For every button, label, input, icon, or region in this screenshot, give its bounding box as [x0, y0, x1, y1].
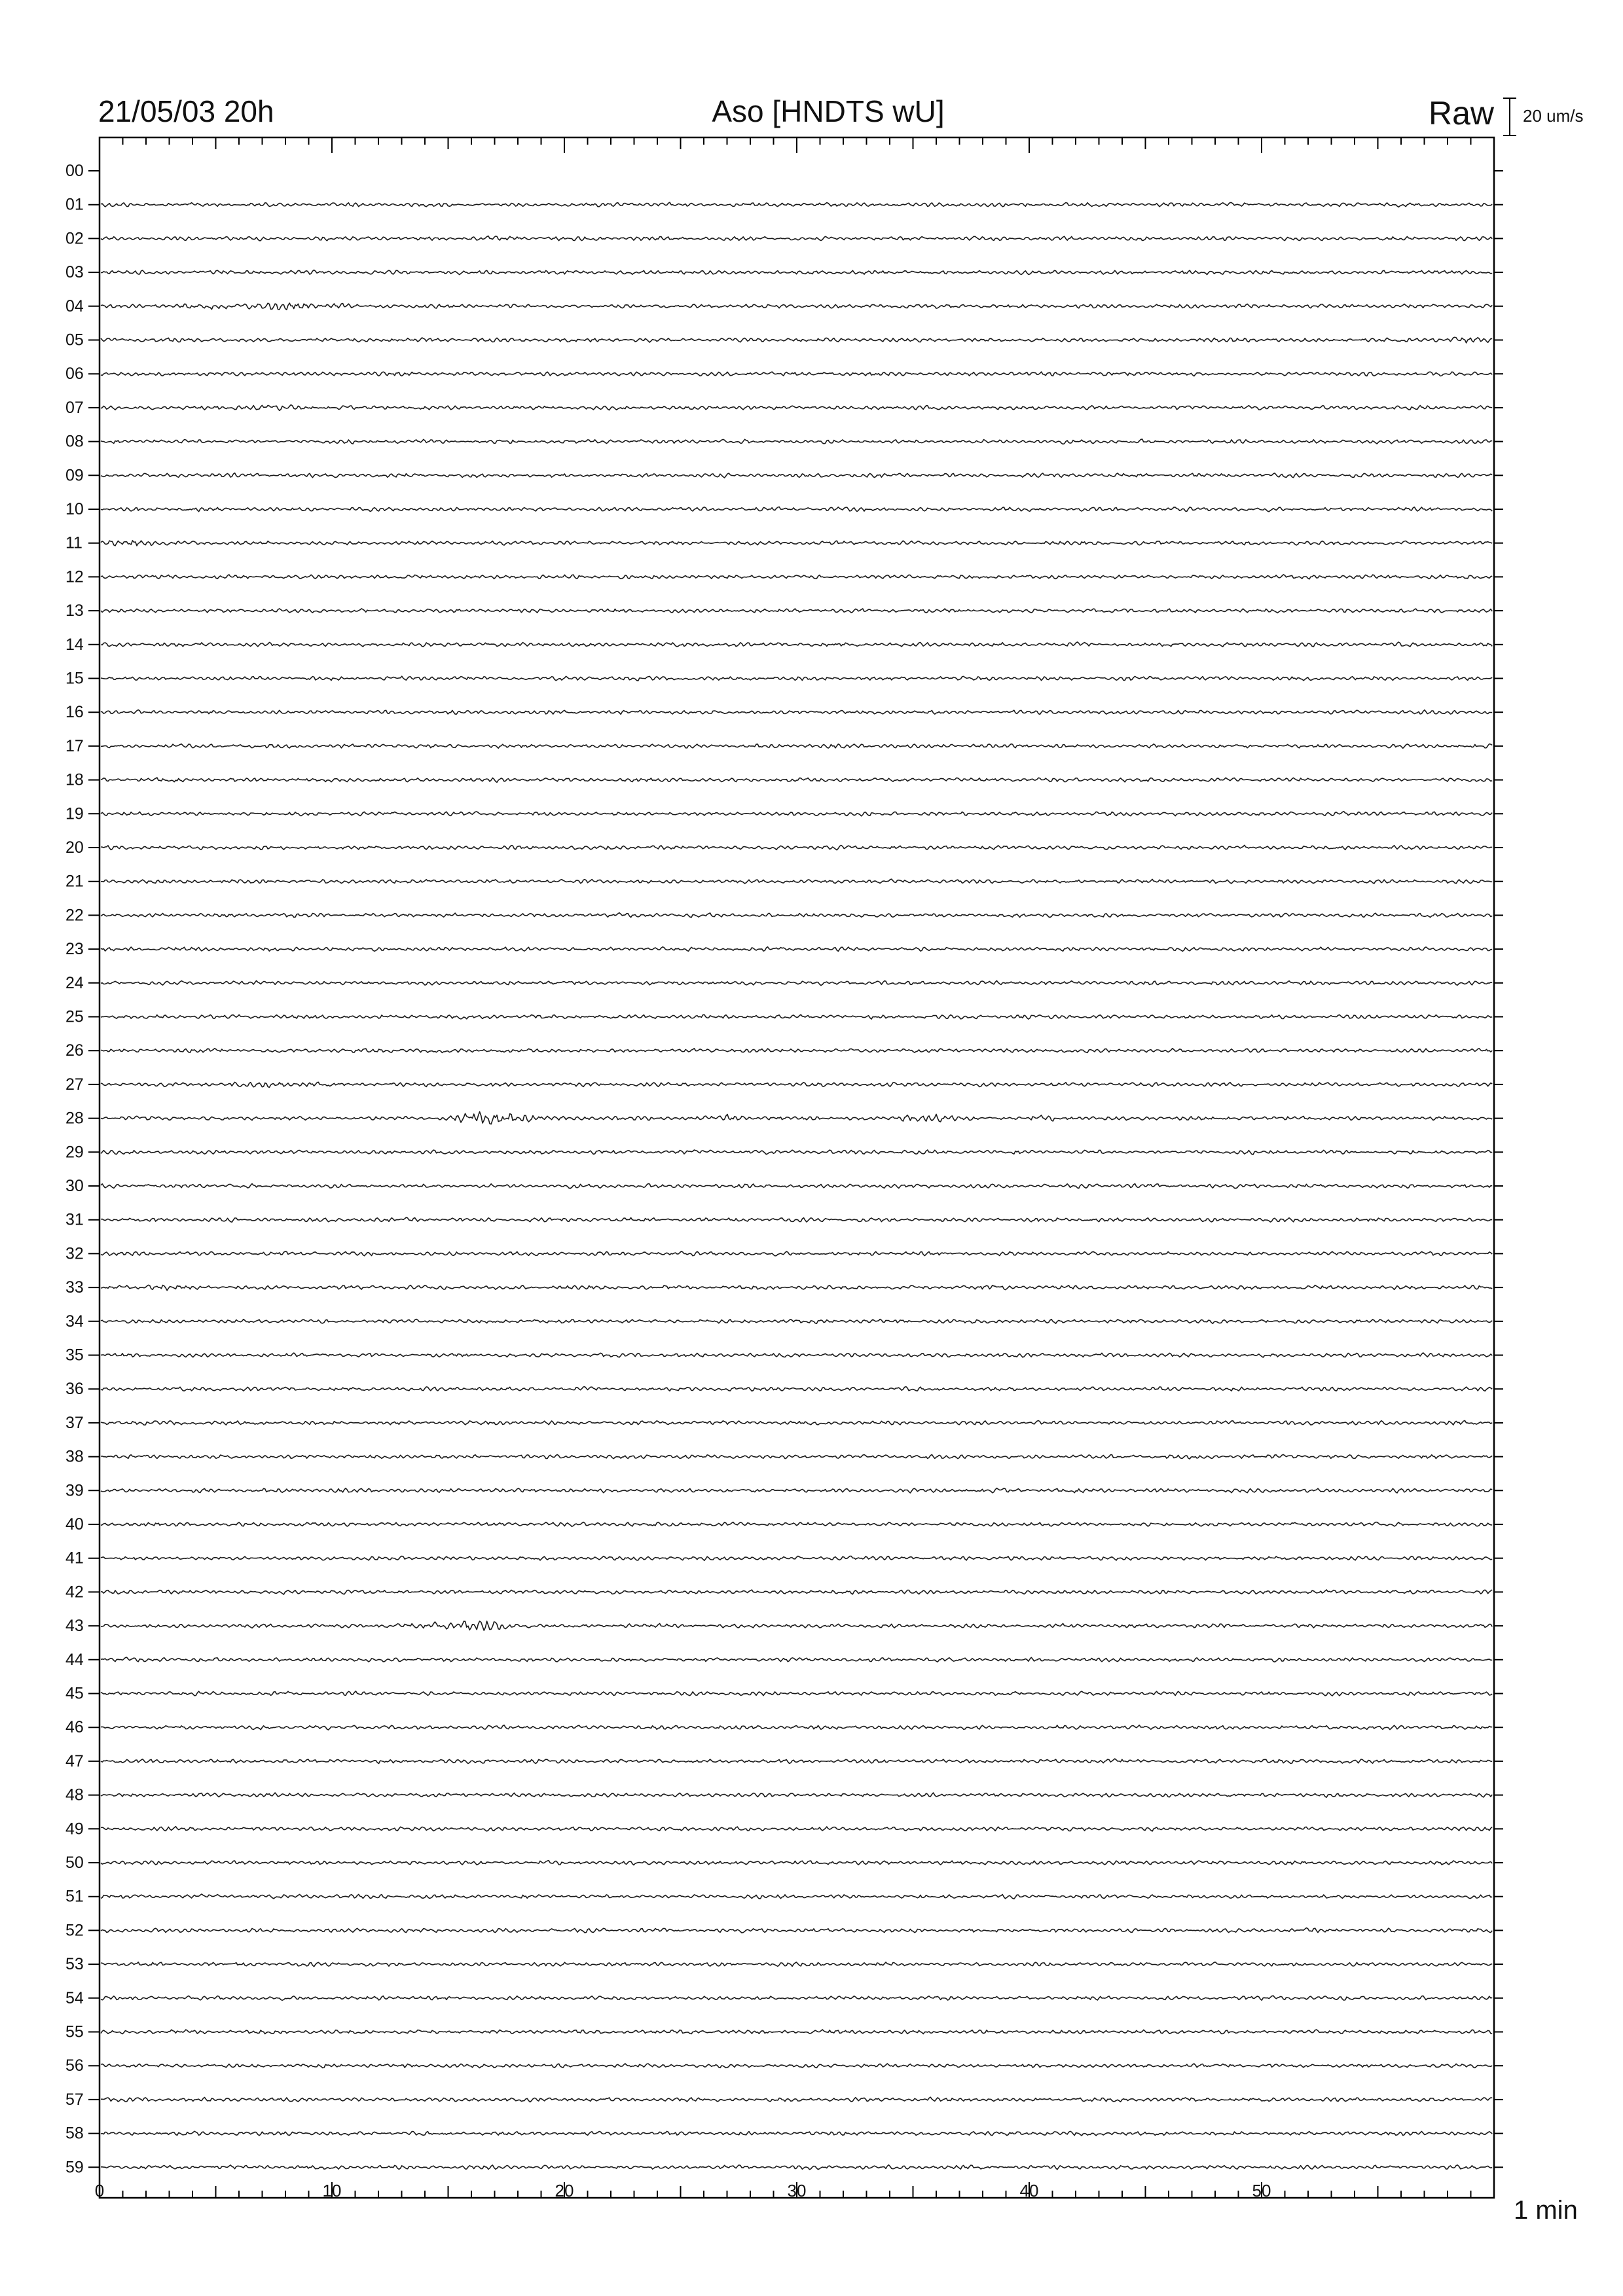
trace-line-39 — [101, 1488, 1492, 1493]
trace-line-08 — [101, 439, 1492, 444]
row-label-44: 44 — [65, 1650, 84, 1669]
trace-line-10 — [101, 507, 1492, 511]
row-label-06: 06 — [65, 365, 84, 384]
trace-line-11 — [101, 541, 1492, 546]
trace-line-09 — [101, 473, 1492, 478]
trace-line-44 — [101, 1657, 1492, 1662]
trace-line-32 — [101, 1251, 1492, 1256]
trace-line-41 — [101, 1556, 1492, 1561]
row-label-45: 45 — [65, 1684, 84, 1703]
row-label-18: 18 — [65, 770, 84, 789]
row-label-09: 09 — [65, 466, 84, 485]
x-tick-label-10: 10 — [322, 2181, 342, 2200]
trace-line-14 — [101, 642, 1492, 647]
row-label-19: 19 — [65, 804, 84, 823]
trace-line-23 — [101, 947, 1492, 952]
row-label-35: 35 — [65, 1346, 84, 1365]
trace-line-16 — [101, 710, 1492, 715]
row-label-17: 17 — [65, 736, 84, 755]
trace-line-46 — [101, 1725, 1492, 1730]
trace-line-31 — [101, 1217, 1492, 1222]
header-mode: Raw — [1428, 95, 1494, 132]
plot-frame — [100, 137, 1494, 2198]
trace-line-57 — [101, 2097, 1492, 2102]
row-label-49: 49 — [65, 1820, 84, 1839]
trace-line-35 — [101, 1353, 1492, 1357]
row-label-58: 58 — [65, 2124, 84, 2143]
trace-line-36 — [101, 1387, 1492, 1391]
x-tick-label-40: 40 — [1019, 2181, 1039, 2200]
row-label-38: 38 — [65, 1447, 84, 1466]
trace-line-38 — [101, 1454, 1492, 1459]
trace-line-06 — [101, 372, 1492, 376]
trace-line-22 — [101, 913, 1492, 918]
row-label-03: 03 — [65, 263, 84, 282]
amplitude-scale-bar — [1503, 98, 1516, 135]
row-label-46: 46 — [65, 1718, 84, 1737]
row-label-07: 07 — [65, 398, 84, 417]
row-label-32: 32 — [65, 1244, 84, 1263]
row-label-21: 21 — [65, 872, 84, 891]
trace-line-25 — [101, 1014, 1492, 1019]
row-label-41: 41 — [65, 1549, 84, 1568]
row-label-14: 14 — [65, 635, 84, 654]
trace-line-01 — [101, 202, 1492, 207]
trace-line-52 — [101, 1928, 1492, 1933]
x-tick-label-50: 50 — [1252, 2181, 1271, 2200]
trace-line-18 — [101, 778, 1492, 782]
trace-lines — [101, 202, 1492, 2170]
row-label-57: 57 — [65, 2090, 84, 2109]
trace-line-20 — [101, 845, 1492, 850]
row-label-11: 11 — [65, 533, 82, 552]
header-station: Aso [HNDTS wU] — [712, 94, 945, 128]
row-label-56: 56 — [65, 2056, 84, 2075]
trace-line-54 — [101, 1996, 1492, 2000]
trace-line-12 — [101, 575, 1492, 579]
x-tick-label-30: 30 — [787, 2181, 807, 2200]
trace-line-26 — [101, 1049, 1492, 1053]
trace-line-24 — [101, 980, 1492, 985]
row-label-24: 24 — [65, 973, 84, 992]
trace-line-42 — [101, 1590, 1492, 1594]
row-label-23: 23 — [65, 940, 84, 959]
row-label-30: 30 — [65, 1177, 84, 1195]
row-label-59: 59 — [65, 2158, 84, 2177]
right-row-ticks — [1494, 171, 1503, 2167]
row-label-01: 01 — [65, 195, 84, 214]
row-label-54: 54 — [65, 1988, 84, 2007]
row-label-40: 40 — [65, 1515, 84, 1534]
trace-line-43 — [101, 1621, 1492, 1630]
row-label-26: 26 — [65, 1041, 84, 1060]
x-tick-label-20: 20 — [555, 2181, 574, 2200]
trace-line-56 — [101, 2064, 1492, 2068]
header-datetime: 21/05/03 20h — [98, 94, 274, 128]
trace-line-53 — [101, 1962, 1492, 1967]
x-tick-label-0: 0 — [94, 2181, 105, 2200]
trace-line-48 — [101, 1793, 1492, 1797]
row-label-39: 39 — [65, 1481, 84, 1500]
row-label-16: 16 — [65, 703, 84, 722]
row-label-36: 36 — [65, 1380, 84, 1399]
row-label-55: 55 — [65, 2022, 84, 2041]
trace-line-59 — [101, 2165, 1492, 2170]
trace-line-30 — [101, 1184, 1492, 1189]
trace-line-02 — [101, 236, 1492, 241]
row-label-25: 25 — [65, 1007, 84, 1026]
row-label-37: 37 — [65, 1413, 84, 1432]
row-labels — [65, 162, 100, 2176]
row-label-31: 31 — [65, 1210, 84, 1229]
trace-line-27 — [101, 1082, 1492, 1087]
row-label-53: 53 — [65, 1955, 84, 1974]
row-label-28: 28 — [65, 1109, 84, 1128]
trace-line-28 — [101, 1112, 1492, 1124]
row-label-05: 05 — [65, 331, 84, 350]
row-label-47: 47 — [65, 1751, 84, 1770]
row-label-27: 27 — [65, 1075, 84, 1094]
trace-line-29 — [101, 1150, 1492, 1155]
row-label-22: 22 — [65, 906, 84, 925]
trace-line-17 — [101, 744, 1492, 749]
trace-line-21 — [101, 879, 1492, 884]
trace-line-40 — [101, 1522, 1492, 1527]
trace-line-19 — [101, 812, 1492, 816]
trace-line-50 — [101, 1861, 1492, 1865]
row-label-10: 10 — [65, 500, 84, 518]
row-label-20: 20 — [65, 838, 84, 857]
row-label-43: 43 — [65, 1617, 84, 1636]
row-label-13: 13 — [65, 601, 84, 620]
row-label-29: 29 — [65, 1143, 84, 1162]
trace-line-05 — [101, 337, 1492, 343]
amplitude-scale-label: 20 um/s — [1523, 106, 1584, 126]
trace-line-03 — [101, 270, 1492, 275]
trace-line-51 — [101, 1894, 1492, 1899]
row-label-52: 52 — [65, 1921, 84, 1940]
trace-line-58 — [101, 2131, 1492, 2136]
row-label-50: 50 — [65, 1854, 84, 1872]
row-label-33: 33 — [65, 1278, 84, 1297]
top-minute-ticks — [100, 137, 1494, 153]
x-axis-label: 1 min — [1514, 2196, 1578, 2225]
trace-line-34 — [101, 1319, 1492, 1324]
row-label-00: 00 — [65, 162, 84, 180]
trace-line-04 — [101, 303, 1492, 310]
row-label-12: 12 — [65, 567, 84, 586]
trace-line-13 — [101, 609, 1492, 613]
row-label-34: 34 — [65, 1312, 84, 1331]
row-label-02: 02 — [65, 229, 84, 248]
row-label-15: 15 — [65, 669, 84, 688]
trace-line-07 — [101, 404, 1492, 410]
row-label-48: 48 — [65, 1785, 84, 1804]
trace-line-45 — [101, 1691, 1492, 1696]
row-label-08: 08 — [65, 432, 84, 451]
row-label-51: 51 — [65, 1887, 84, 1906]
trace-line-37 — [101, 1421, 1492, 1426]
trace-line-47 — [101, 1759, 1492, 1763]
trace-line-55 — [101, 2030, 1492, 2034]
trace-line-49 — [101, 1827, 1492, 1831]
trace-line-33 — [101, 1285, 1492, 1290]
trace-line-15 — [101, 676, 1492, 681]
row-label-04: 04 — [65, 296, 84, 315]
row-label-42: 42 — [65, 1583, 84, 1602]
